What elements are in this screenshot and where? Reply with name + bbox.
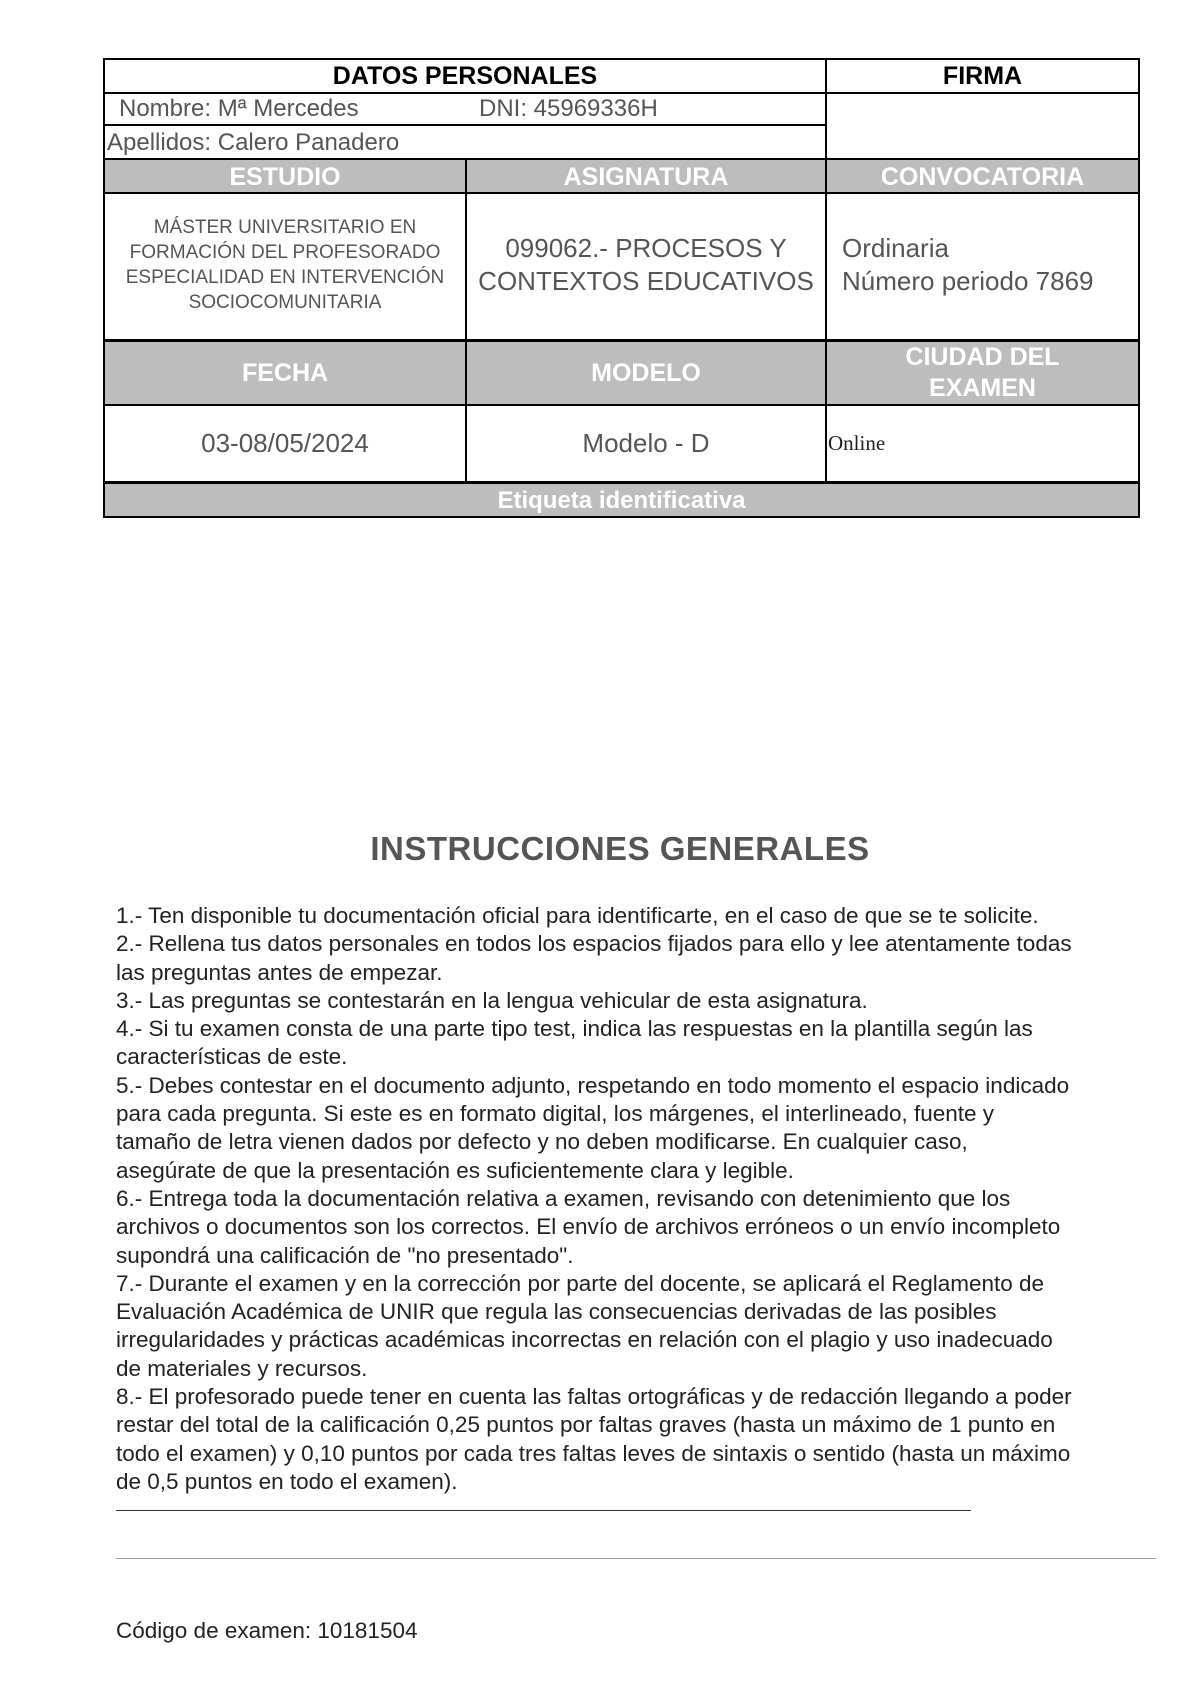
instruction-line: para cada pregunta. Si este es en formato digital, los márgenes, el interlineado, fuente y <box>116 1101 995 1127</box>
instruction-line: 1.- Ten disponible tu documentación oficial para identificarte, en el caso de que se te solicite. <box>116 903 1039 928</box>
firma-header: FIRMA <box>942 62 1023 90</box>
instruction-line: tamaño de letra vienen dados por defecto y no deben modificarse. En cualquier caso, <box>116 1129 968 1155</box>
asignatura-header: ASIGNATURA <box>563 163 729 191</box>
instruction-line: asegúrate de que la presentación es suficientemente clara y legible. <box>116 1157 794 1183</box>
instruction-line: características de este. <box>116 1044 348 1070</box>
instructions-title: INSTRUCCIONES GENERALES <box>370 830 870 867</box>
modelo-header: MODELO <box>591 359 701 387</box>
instruction-line: restar del total de la calificación 0,25 puntos por faltas graves (hasta un máximo de 1 punto en <box>116 1412 1056 1438</box>
row-divider <box>105 192 1138 194</box>
instruction-line: 7.- Durante el examen y en la corrección por parte del docente, se aplicará el Reglamento de <box>116 1270 1045 1296</box>
instruction-line: de 0,5 puntos en todo el examen). <box>116 1468 458 1494</box>
instruction-line: todo el examen) y 0,10 puntos por cada tres faltas leves de sintaxis o sentido (hasta un máximo <box>116 1440 1071 1466</box>
ciudad-header <box>827 342 1138 404</box>
col-divider <box>825 160 827 482</box>
dni-field: DNI: 45969336H <box>479 95 658 122</box>
instruction-line: 8.- El profesorado puede tener en cuenta las faltas ortográficas y de redacción llegando a poder <box>116 1384 1072 1410</box>
instruction-line: 3.- Las preguntas se contestarán en la lengua vehicular de esta asignatura. <box>116 987 868 1013</box>
instructions-list <box>116 902 1166 1496</box>
apellidos-field: Apellidos: Calero Panadero <box>107 129 400 156</box>
instruction-line: archivos o documentos son los correctos. El envío de archivos erróneos o un envío incompleto <box>116 1214 1061 1240</box>
nombre-field: Nombre: Mª Mercedes <box>119 95 359 122</box>
separator-line <box>116 1510 971 1511</box>
instruction-line: 2.- Rellena tus datos personales en todos los espacios fijados para ello y lee atentamente todas <box>116 931 1072 957</box>
instruction-line: Evaluación Académica de UNIR que regula las consecuencias derivadas de las posibles <box>116 1299 997 1325</box>
convocatoria-line: Ordinaria <box>842 233 949 263</box>
estudio-value <box>105 215 465 315</box>
asignatura-value <box>467 232 825 298</box>
instruction-line: de materiales y recursos. <box>116 1355 368 1381</box>
instruction-line: irregularidades y prácticas académicas incorrectas en relación con el plagio y uso inadecuado <box>116 1327 1053 1353</box>
footer-rule <box>116 1558 1156 1559</box>
etiqueta-identificativa-header: Etiqueta identificativa <box>497 487 746 514</box>
ciudad-header-line: CIUDAD DEL <box>905 343 1060 371</box>
exam-code: Código de examen: 10181504 <box>116 1618 418 1643</box>
instruction-line: 4.- Si tu examen consta de una parte tipo test, indica las respuestas en la plantilla según las <box>116 1016 1033 1042</box>
instruction-line: las preguntas antes de empezar. <box>116 959 443 985</box>
convocatoria-header: CONVOCATORIA <box>880 163 1085 191</box>
estudio-line: ESPECIALIDAD EN INTERVENCIÓN <box>125 267 445 288</box>
convocatoria-line: Número periodo 7869 <box>842 266 1094 296</box>
datos-personales-header: DATOS PERSONALES <box>332 62 598 90</box>
estudio-line: FORMACIÓN DEL PROFESORADO <box>129 242 441 263</box>
estudio-line: SOCIOCOMUNITARIA <box>188 292 382 313</box>
convocatoria-value <box>842 232 1138 298</box>
instruction-line: supondrá una calificación de "no presentado". <box>116 1242 574 1268</box>
exam-header-form <box>103 58 1140 518</box>
ciudad-value: Online <box>828 431 886 455</box>
asignatura-line: 099062.- PROCESOS Y <box>505 233 787 263</box>
estudio-line: MÁSTER UNIVERSITARIO EN <box>153 217 417 238</box>
fecha-value: 03-08/05/2024 <box>201 428 369 458</box>
fecha-header: FECHA <box>241 359 329 387</box>
asignatura-line: CONTEXTOS EDUCATIVOS <box>478 266 814 296</box>
estudio-header: ESTUDIO <box>229 163 341 191</box>
instruction-line: 5.- Debes contestar en el documento adjunto, respetando en todo momento el espacio indicado <box>116 1072 1070 1098</box>
modelo-value: Modelo - D <box>582 428 710 458</box>
ciudad-header-line: EXAMEN <box>929 374 1036 402</box>
instruction-line: 6.- Entrega toda la documentación relativa a examen, revisando con detenimiento que los <box>116 1185 1011 1211</box>
